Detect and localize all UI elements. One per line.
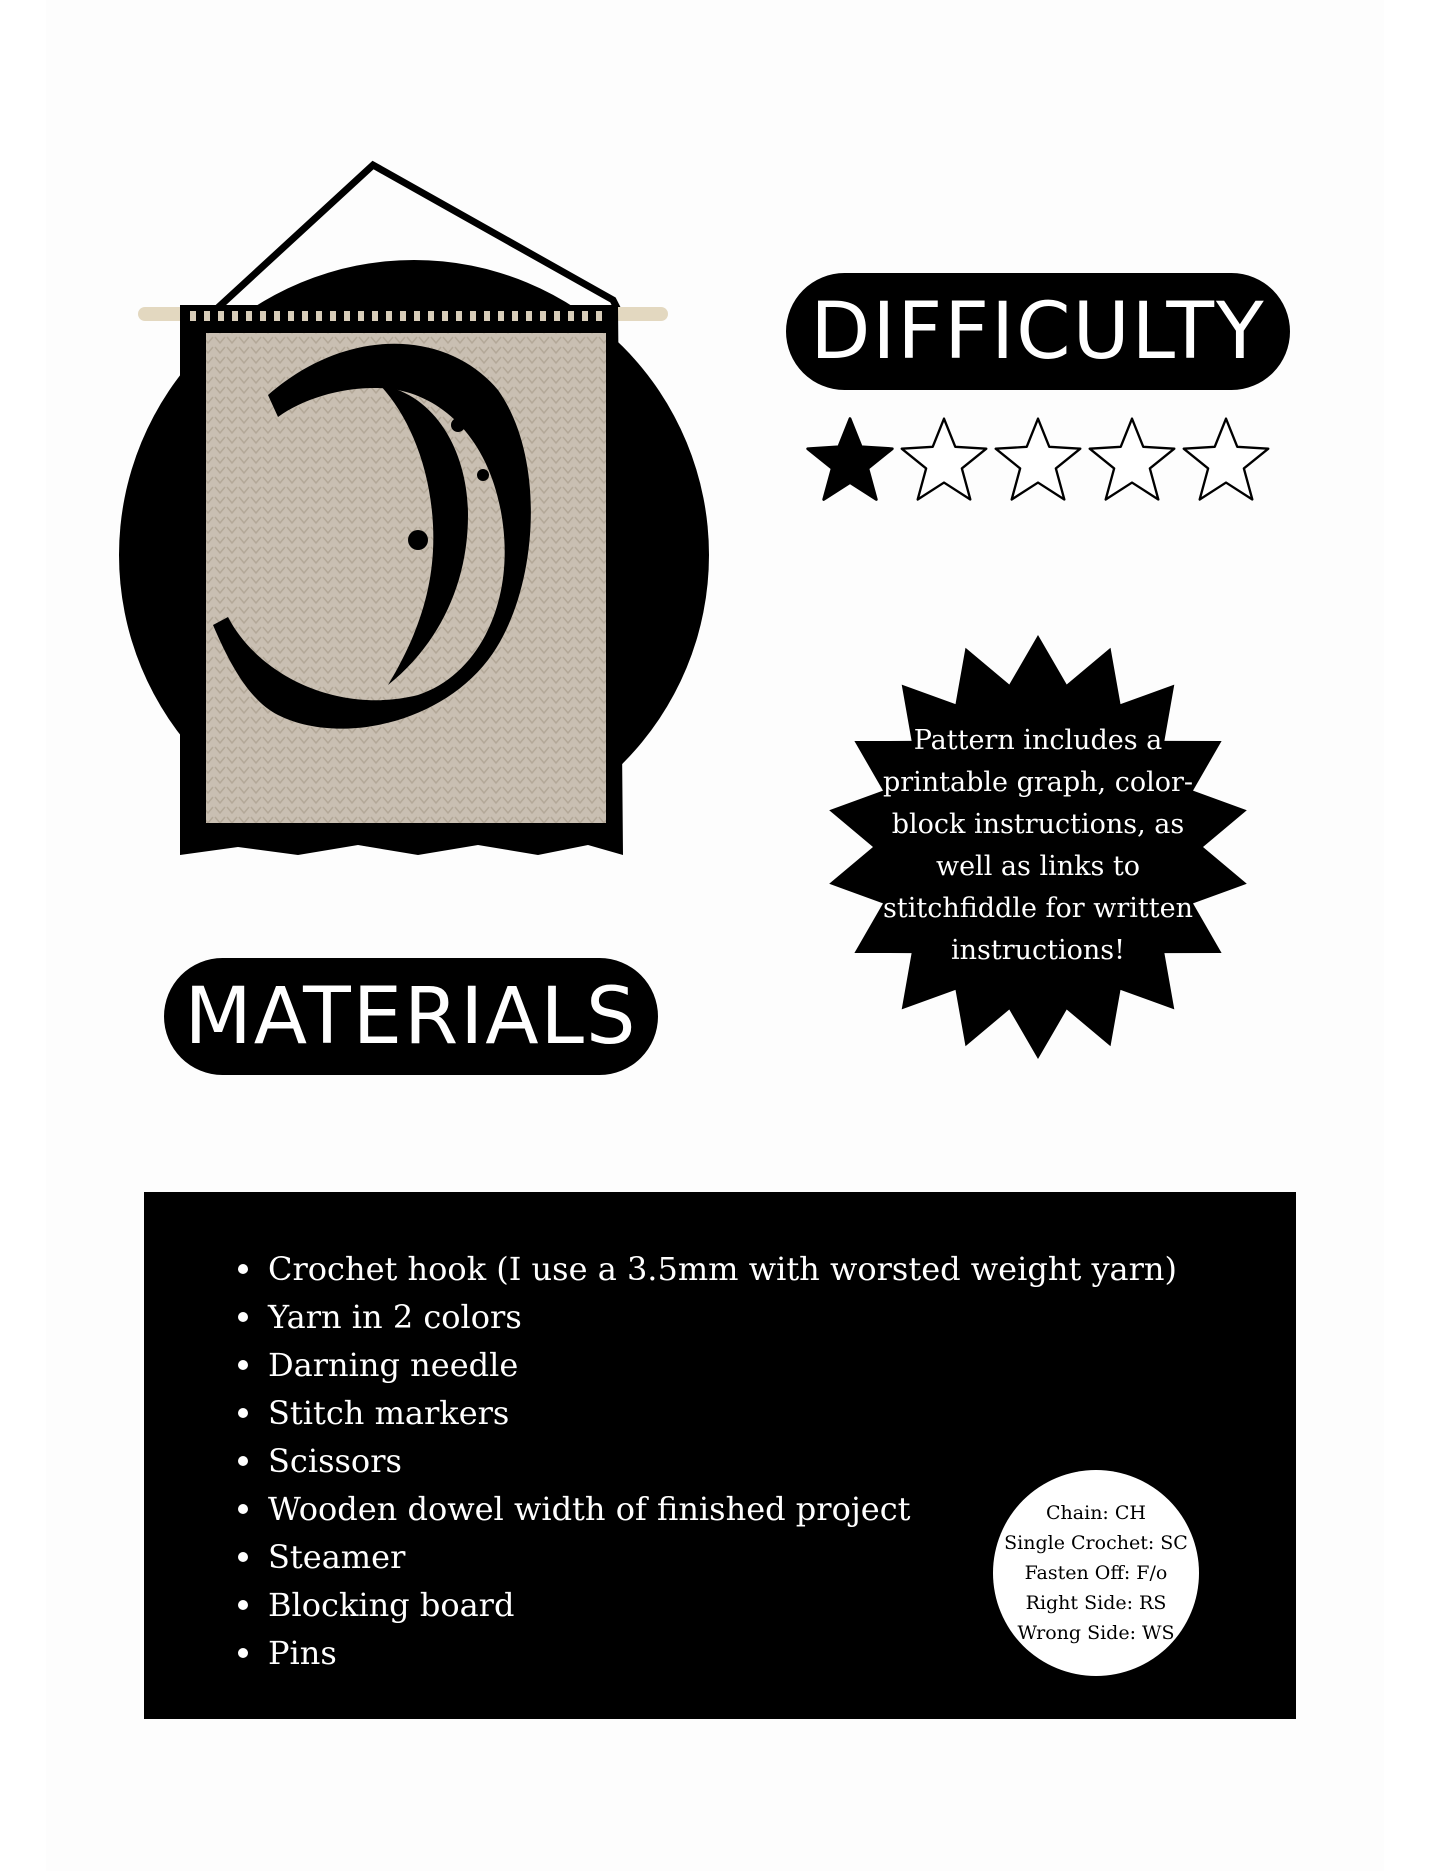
material-label: Steamer xyxy=(268,1538,406,1576)
list-item xyxy=(268,1245,1177,1293)
material-label: Wooden dowel width of finished project xyxy=(268,1490,911,1528)
star-empty-icon xyxy=(1085,412,1179,508)
pattern-callout xyxy=(882,720,1194,972)
difficulty-heading: DIFFICULTY xyxy=(786,273,1290,390)
abbreviation-line: Chain: CH xyxy=(1046,1502,1146,1524)
materials-heading: MATERIALS xyxy=(164,958,658,1075)
abbreviation-line: Wrong Side: WS xyxy=(1017,1622,1175,1644)
callout-line: block instructions, as xyxy=(891,809,1185,840)
bullet-icon xyxy=(238,1552,248,1562)
list-item xyxy=(268,1389,1177,1437)
callout-line: printable graph, color- xyxy=(882,767,1194,798)
list-item xyxy=(268,1437,1177,1485)
callout-line: stitchfiddle for written xyxy=(883,893,1193,924)
wall-hanging-photo xyxy=(118,155,718,855)
list-item xyxy=(268,1293,1177,1341)
bullet-icon xyxy=(238,1360,248,1370)
bullet-icon xyxy=(238,1504,248,1514)
bullet-icon xyxy=(238,1456,248,1466)
material-label: Blocking board xyxy=(268,1586,515,1624)
star-empty-icon xyxy=(897,412,991,508)
list-item xyxy=(268,1341,1177,1389)
bullet-icon xyxy=(238,1648,248,1658)
abbreviation-line: Single Crochet: SC xyxy=(1004,1532,1188,1554)
material-label: Crochet hook (I use a 3.5mm with worsted weight yarn) xyxy=(268,1250,1178,1288)
material-label: Pins xyxy=(268,1634,337,1672)
abbreviation-line: Right Side: RS xyxy=(1025,1592,1167,1614)
bullet-icon xyxy=(238,1312,248,1322)
material-label: Yarn in 2 colors xyxy=(268,1298,522,1336)
bullet-icon xyxy=(238,1264,248,1274)
material-label: Darning needle xyxy=(268,1346,519,1384)
callout-line: instructions! xyxy=(951,935,1125,966)
material-label: Stitch markers xyxy=(268,1394,510,1432)
callout-line: Pattern includes a xyxy=(913,725,1163,756)
star-empty-icon xyxy=(991,412,1085,508)
callout-line: well as links to xyxy=(935,851,1141,882)
star-empty-icon xyxy=(1179,412,1273,508)
abbreviation-line: Fasten Off: F/o xyxy=(1024,1562,1168,1584)
bullet-icon xyxy=(238,1408,248,1418)
star-filled-icon xyxy=(803,412,897,508)
abbreviations-circle xyxy=(993,1470,1199,1676)
difficulty-rating xyxy=(803,412,1281,508)
material-label: Scissors xyxy=(268,1442,402,1480)
bullet-icon xyxy=(238,1600,248,1610)
